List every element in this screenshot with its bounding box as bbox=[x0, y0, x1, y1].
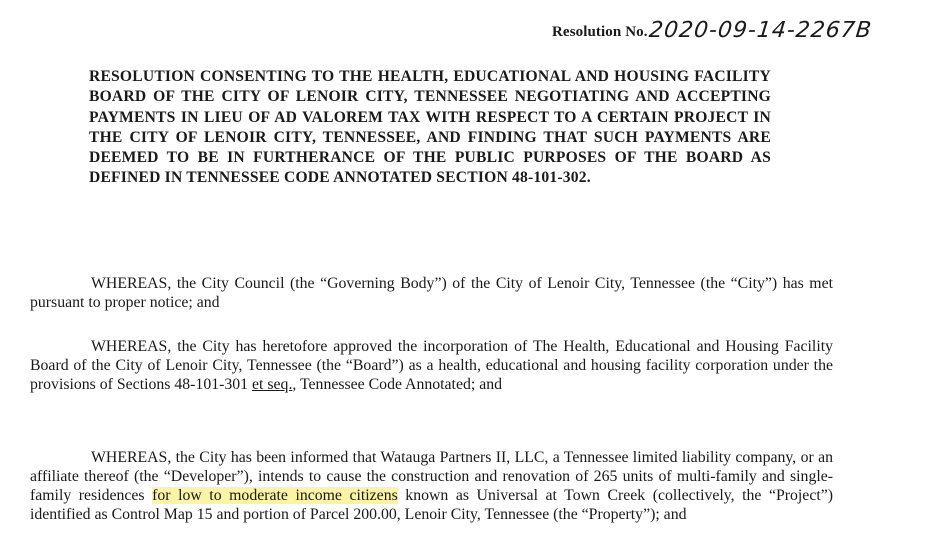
paragraph-developer-text-after: known as Universal at Town Creek (collectively, the “Project”) identified as Control Map 15 and portion of Parcel 200.00, Lenoir City, Tennessee (the “Property”); and bbox=[30, 486, 833, 523]
paragraph-board-text-before: WHEREAS, the City has heretofore approved the incorporation of The Health, Educational and Housing Facility Board of the City of Lenoir City, Tennessee (the “Board”) as a health, educational and housing facility corporation under the provisions of Sections 48-101-301 bbox=[30, 337, 833, 393]
paragraph-governing-body: WHEREAS, the City Council (the “Governing Body”) of the City of Lenoir City, Tennessee (the “City”) has met pursuant to proper notice; and bbox=[30, 274, 833, 311]
resolution-number-line bbox=[552, 16, 871, 42]
resolution-title: RESOLUTION CONSENTING TO THE HEALTH, EDUCATIONAL AND HOUSING FACILITY BOARD OF THE CITY OF LENOIR CITY, TENNESSEE NEGOTIATING AND ACCEPTING PAYMENTS IN LIEU OF AD VALOREM TAX WITH RESPECT TO A CERTAIN PROJECT IN THE CITY OF LENOIR CITY, TENNESSEE, AND FINDING THAT SUCH PAYMENTS ARE DEEMED TO BE IN FURTHERANCE OF THE PUBLIC PURPOSES OF THE BOARD AS DEFINED IN TENNESSEE CODE ANNOTATED SECTION 48-101-302. bbox=[89, 68, 771, 187]
paragraph-board-text-after: , Tennessee Code Annotated; and bbox=[292, 375, 503, 393]
paragraph-developer-project bbox=[30, 448, 833, 524]
resolution-number-handwritten: 2020-09-14-2267B bbox=[647, 18, 873, 43]
et-seq-underlined: et seq. bbox=[252, 375, 293, 393]
paragraph-developer-text-before: WHEREAS, the City has been informed that Watauga Partners II, LLC, a Tennessee limited liability company, or an affiliate thereof (the “Developer”), intends to cause the construction and renovation of 265 units of multi-family and single-family residences bbox=[30, 448, 833, 504]
paragraph-board-incorporation bbox=[30, 337, 833, 394]
resolution-label: Resolution No. bbox=[552, 24, 648, 40]
highlighted-phrase: for low to moderate income citizens bbox=[152, 486, 398, 504]
